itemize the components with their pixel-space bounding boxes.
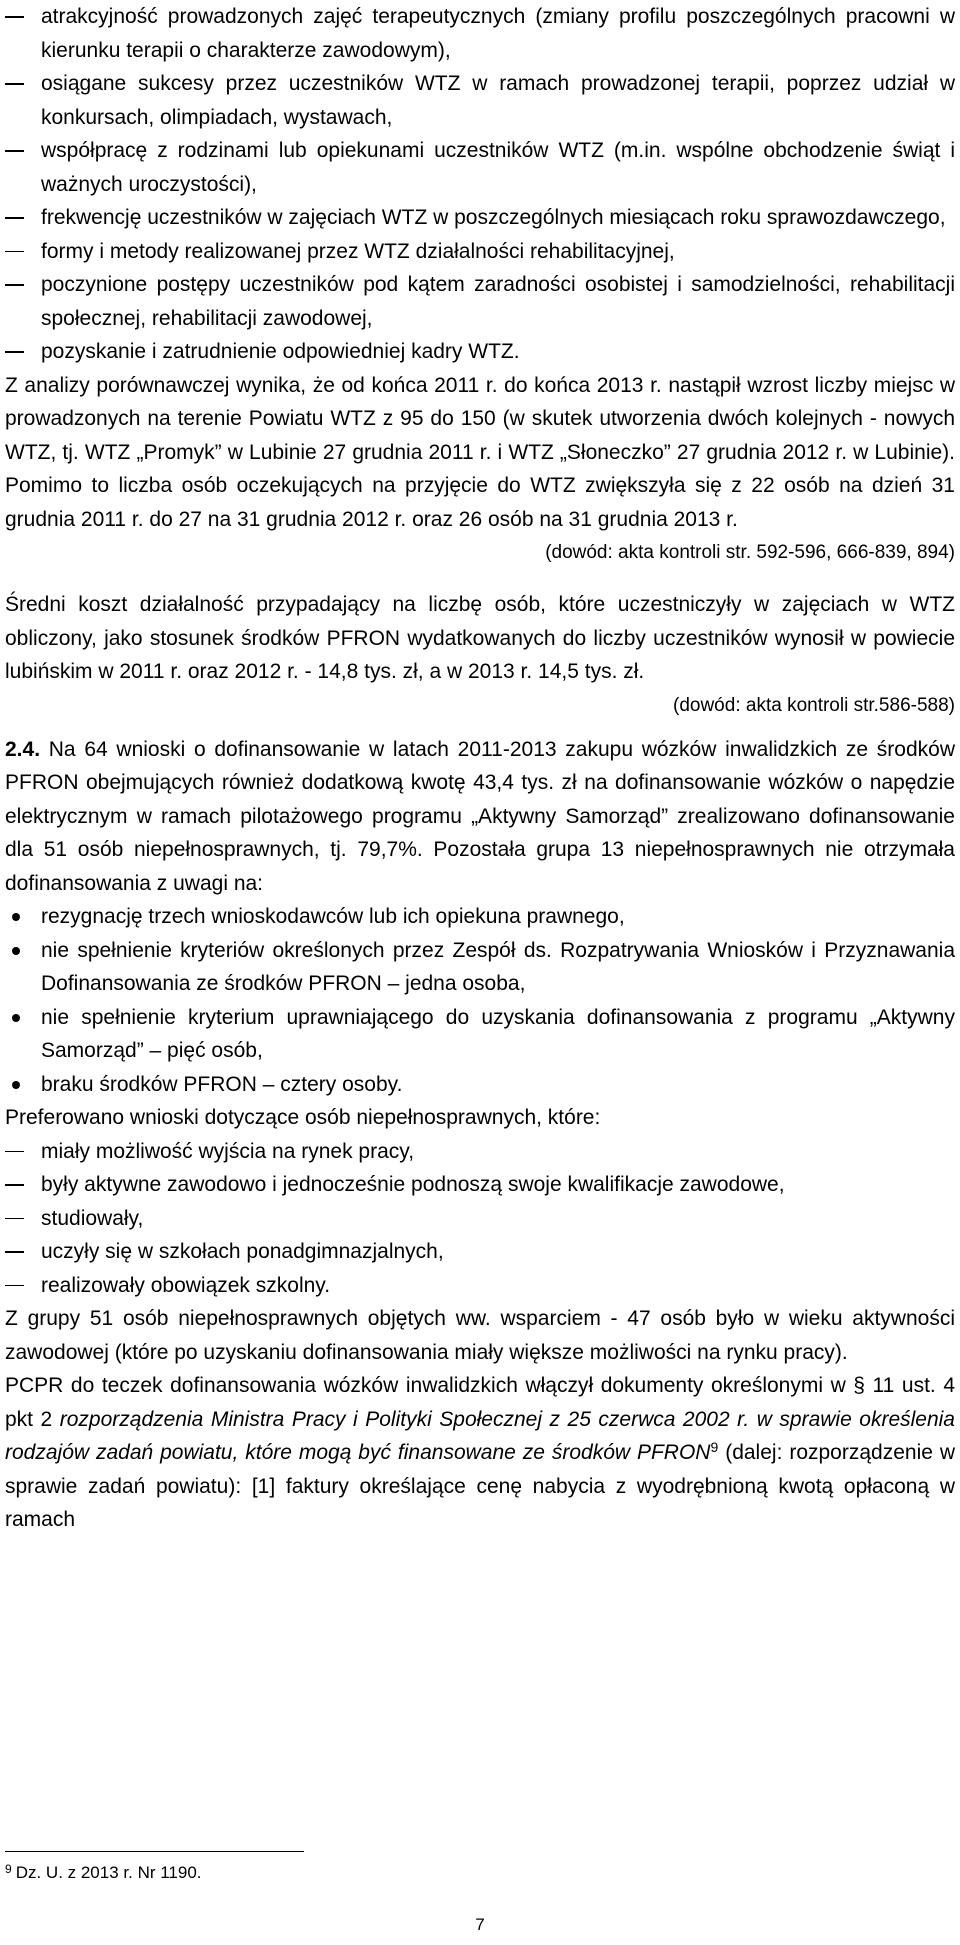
- list-item: [5, 1135, 955, 1169]
- pcpr-paragraph: [5, 1369, 955, 1537]
- bullet-dot-icon: [12, 1081, 20, 1089]
- footnote-separator: [5, 1851, 304, 1852]
- list-item: [5, 1001, 955, 1068]
- cost-paragraph: Średni koszt działalność przypadający na liczbę osób, które uczestniczyły w zajęciach w WTZ obliczony, jako stosunek środków PFRON wydatkowanych do liczby uczestników wynosił w powiecie lubińskim w 2011 r. oraz 2012 r. - 14,8 tys. zł, a w 2013 r. 14,5 tys. zł.: [5, 593, 955, 683]
- list-item: [5, 1068, 955, 1102]
- list-item-text: studiowały,: [41, 1206, 144, 1230]
- dash-bullet-icon: [5, 351, 24, 353]
- regulation-title: rozporządzenia Ministra Pracy i Polityki Społecznej z 25 czerwca 2002 r. w sprawie określenia rodzajów zadań powiatu, które mogą być finansowane ze środków PFRON: [5, 1407, 955, 1464]
- dash-bullet-icon: [5, 1285, 24, 1287]
- list-item: [5, 934, 955, 1001]
- footnote: [5, 1857, 202, 1885]
- evidence-note-2: (dowód: akta kontroli str.586-588): [673, 694, 955, 716]
- dash-bullet-icon: [5, 83, 24, 85]
- list-item: [5, 1168, 955, 1202]
- list-item-text: atrakcyjność prowadzonych zajęć terapeutycznych (zmiany profilu poszczególnych pracowni w kierunku terapii o charakterze zawodowym),: [41, 5, 955, 62]
- list-item: [5, 67, 955, 134]
- list-item-text: poczynione postępy uczestników pod kątem zaradności osobistej i samodzielności, rehabilitacji społecznej, rehabilitacji zawodowej,: [41, 273, 955, 330]
- dash-bullet-icon: [5, 1218, 24, 1220]
- dash-bullet-icon: [5, 251, 24, 253]
- list-item: [5, 900, 955, 934]
- dash-bullet-icon: [5, 1151, 24, 1153]
- dash-bullet-icon: [5, 1251, 24, 1253]
- bullet-dot-icon: [12, 913, 20, 921]
- bullet-dot-icon: [12, 947, 20, 955]
- list-item-text: osiągane sukcesy przez uczestników WTZ w ramach prowadzonej terapii, poprzez udział w konkursach, olimpiadach, wystawach,: [41, 72, 955, 129]
- list-item-text: uczyły się w szkołach ponadgimnazjalnych,: [41, 1240, 444, 1263]
- list-item: [5, 335, 955, 369]
- footnote-text: Dz. U. z 2013 r. Nr 1190.: [15, 1863, 202, 1882]
- list-item-text: rezygnację trzech wnioskodawców lub ich opiekuna prawnego,: [41, 905, 625, 928]
- list-item: [5, 134, 955, 201]
- pcpr-text-end: (dalej: rozporządzenie w sprawie zadań powiatu): [1] faktury określające cenę nabycia z wyodrębnioną kwotą opłaconą w ramach: [5, 1441, 955, 1531]
- list-item-text: realizowały obowiązek szkolny.: [41, 1273, 331, 1297]
- list-item-text: frekwencję uczestników w zajęciach WTZ w poszczególnych miesiącach roku sprawozdawczego,: [41, 206, 946, 229]
- dash-bullet-icon: [5, 284, 24, 286]
- list-item: [5, 1235, 955, 1269]
- bullet-dot-icon: [12, 1014, 20, 1022]
- section-number: 2.4.: [5, 737, 41, 761]
- list-item: [5, 0, 955, 67]
- wheelchair-paragraph-text: Na 64 wnioski o dofinansowanie w latach 2011-2013 zakupu wózków inwalidzkich ze środków PFRON obejmujących również dodatkową kwotę 43,4 tys. zł na dofinansowanie wózków o napędzie elektrycznym w ramach pilotażowego programu „Aktywny Samorząd” zrealizowano dofinansowanie dla 51 osób niepełnosprawnych, tj. 79,7%. Pozostała grupa 13 niepełnosprawnych nie otrzymała dofinansowania z uwagi na:: [5, 737, 955, 895]
- dash-bullet-icon: [5, 217, 24, 219]
- wheelchair-paragraph: [5, 733, 955, 901]
- preferred-dash-list: [5, 1135, 955, 1303]
- list-item-text: nie spełnienie kryteriów określonych przez Zespół ds. Rozpatrywania Wniosków i Przyznawania Dofinansowania ze środków PFRON – jedna osoba,: [41, 938, 955, 995]
- list-item: [5, 201, 955, 235]
- list-item-text: nie spełnienie kryterium uprawniającego do uzyskania dofinansowania z programu „Aktywny Samorząd” – pięć osób,: [41, 1005, 955, 1062]
- list-item: [5, 1202, 955, 1236]
- dash-bullet-icon: [5, 150, 24, 152]
- evidence-note-1: (dowód: akta kontroli str. 592-596, 666-839, 894): [545, 542, 955, 563]
- footnote-number: 9: [5, 1862, 12, 1876]
- preferred-paragraph: Preferowano wnioski dotyczące osób niepełnosprawnych, które:: [5, 1106, 601, 1129]
- page-number: 7: [475, 1915, 485, 1934]
- reasons-bullet-list: [5, 900, 955, 1101]
- footnote-reference[interactable]: 9: [710, 1439, 719, 1455]
- list-item: [5, 268, 955, 335]
- document-body: [5, 0, 955, 1537]
- criteria-dash-list: [5, 0, 955, 369]
- pcpr-text-start: PCPR do teczek dofinansowania wózków inwalidzkich włączył dokumenty określonymi w § 11 ust. 4 pkt 2: [5, 1374, 955, 1431]
- list-item-text: formy i metody realizowanej przez WTZ działalności rehabilitacyjnej,: [41, 239, 675, 263]
- list-item: [5, 235, 955, 269]
- list-item-text: były aktywne zawodowo i jednocześnie podnoszą swoje kwalifikacje zawodowe,: [41, 1173, 785, 1196]
- list-item-text: braku środków PFRON – cztery osoby.: [41, 1072, 403, 1096]
- list-item: [5, 1269, 955, 1303]
- list-item-text: pozyskanie i zatrudnienie odpowiedniej kadry WTZ.: [41, 340, 520, 363]
- group51-paragraph: Z grupy 51 osób niepełnosprawnych objętych ww. wsparciem - 47 osób było w wieku aktywności zawodowej (które po uzyskaniu dofinansowania miały większe możliwości na rynku pracy).: [5, 1307, 955, 1364]
- analysis-paragraph: Z analizy porównawczej wynika, że od końca 2011 r. do końca 2013 r. nastąpił wzrost liczby miejsc w prowadzonych na terenie Powiatu WTZ z 95 do 150 (w skutek utworzenia dwóch kolejnych - nowych WTZ, tj. WTZ „Promyk” w Lubinie 27 grudnia 2011 r. i WTZ „Słoneczko” 27 grudnia 2012 r. w Lubinie). Pomimo to liczba osób oczekujących na przyjęcie do WTZ zwiększyła się z 22 osób na dzień 31 grudnia 2011 r. do 27 na 31 grudnia 2012 r. oraz 26 osób na 31 grudnia 2013 r.: [5, 373, 955, 531]
- dash-bullet-icon: [5, 1184, 24, 1186]
- list-item-text: współpracę z rodzinami lub opiekunami uczestników WTZ (m.in. wspólne obchodzenie świąt i ważnych uroczystości),: [41, 139, 955, 196]
- dash-bullet-icon: [5, 16, 24, 18]
- list-item-text: miały możliwość wyjścia na rynek pracy,: [41, 1139, 415, 1163]
